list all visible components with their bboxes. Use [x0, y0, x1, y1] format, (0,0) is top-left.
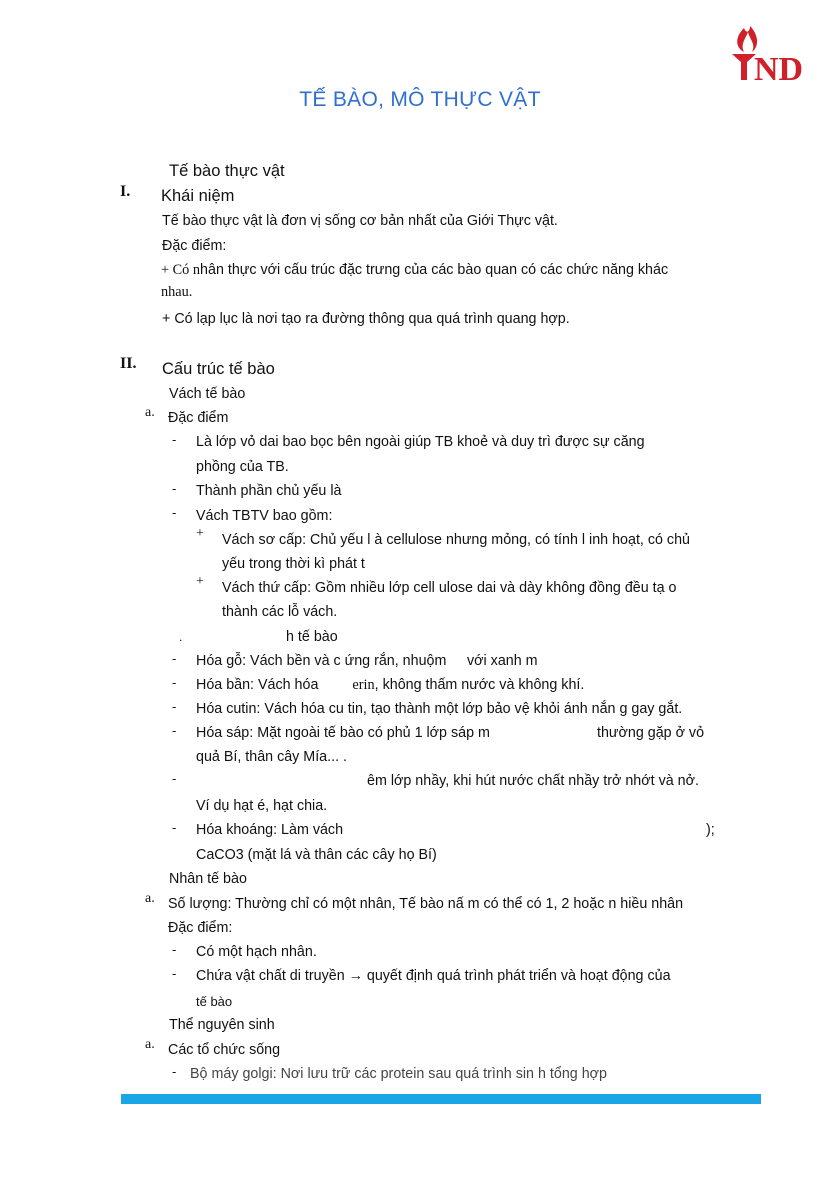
text-line: yếu trong thời kì phát t [222, 556, 365, 572]
section-heading: Tế bào thực vật [169, 162, 285, 180]
page-title: TẾ BÀO, MÔ THỰC VẬT [299, 88, 541, 111]
text-line: CaCO3 (mặt lá và thân các cây họ Bí) [196, 847, 437, 863]
text-line: + Có lạp lục là nơi tạo ra đường thông qua quá trình quang hợp. [162, 311, 570, 327]
text-line: Vách TBTV bao gồm: [196, 508, 333, 524]
text-line: Bộ máy golgi: Nơi lưu trữ các protein sau quá trình sin h tổng hợp [190, 1066, 607, 1082]
dash-marker: - [172, 820, 177, 835]
text-fragment: Hóa bần: Vách hóa [196, 677, 319, 693]
text-line [196, 676, 584, 694]
text-fragment: + Có n [161, 262, 201, 278]
dot-marker: . [179, 630, 183, 644]
dash-marker: - [172, 723, 177, 738]
subsection-heading: Nhân tế bào [169, 871, 247, 887]
text-line: phồng của TB. [196, 459, 289, 475]
dash-marker: - [172, 481, 177, 496]
dash-marker: - [172, 942, 177, 957]
logo-text: ND [754, 51, 804, 88]
text-line: Hóa gỗ: Vách bền và c ứng rắn, nhuộm [196, 653, 447, 669]
list-marker: a. [145, 405, 155, 420]
text-line: Đặc điểm: [168, 920, 233, 936]
subsection-heading: Vách tế bào [169, 386, 246, 402]
section-heading: Cấu trúc tế bào [162, 360, 275, 378]
roman-numeral: I. [120, 183, 131, 200]
text-fragment: , không thấm nước và không khí. [374, 677, 585, 693]
text-line: h tế bào [286, 629, 338, 645]
dash-marker: - [172, 966, 177, 981]
subsection-heading: Thể nguyên sinh [169, 1017, 275, 1033]
text-line: thành các lỗ vách. [222, 604, 338, 620]
text-line: ); [706, 822, 715, 838]
text-line: êm lớp nhầy, khi hút nước chất nhầy trở nhớt và nở. [367, 773, 699, 789]
text-line: Hóa cutin: Vách hóa cu tin, tạo thành một lớp bảo vệ khỏi ánh nắn g gay gắt. [196, 701, 683, 717]
text-line: Số lượng: Thường chỉ có một nhân, Tế bào nấ m có thể có 1, 2 hoặc n hiều nhân [168, 896, 684, 912]
list-marker: a. [145, 1037, 155, 1052]
dash-marker: - [172, 432, 177, 447]
text-line: Đặc điểm [168, 410, 229, 426]
text-line [161, 261, 668, 279]
text-line: Đặc điểm: [162, 238, 227, 254]
text-line: quả Bí, thân cây Mía... . [196, 749, 347, 765]
roman-numeral: II. [120, 355, 137, 372]
text-line: Vách thứ cấp: Gồm nhiều lớp cell ulose dai và dày không đồng đều tạ o [222, 580, 677, 596]
text-fragment: hân thực với cấu trúc đặc trưng của các bào quan có các chức năng khác [200, 262, 669, 278]
text-line: Vách sơ cấp: Chủ yếu l à cellulose nhưng mỏng, có tính l inh hoạt, có chủ [222, 532, 690, 548]
logo-torch-icon [728, 22, 820, 88]
text-line: tế bào [196, 994, 233, 1009]
text-fragment: erin [352, 677, 375, 693]
footer-divider [121, 1094, 761, 1104]
dash-marker: - [172, 1064, 177, 1079]
section-heading: Khái niệm [161, 187, 235, 205]
dash-marker: - [172, 699, 177, 714]
text-line: Tế bào thực vật là đơn vị sống cơ bản nhất của Giới Thực vật. [162, 213, 558, 229]
text-line: Hóa khoáng: Làm vách [196, 822, 344, 838]
plus-marker: + [196, 574, 204, 589]
text-line: với xanh m [467, 653, 538, 669]
text-line: Thành phần chủ yếu là [196, 483, 342, 499]
text-line: Ví dụ hạt é, hạt chia. [196, 798, 328, 814]
text-line: Là lớp vỏ dai bao bọc bên ngoài giúp TB khoẻ và duy trì được sự căng [196, 434, 645, 450]
list-marker: a. [145, 891, 155, 906]
dash-marker: - [172, 505, 177, 520]
dash-marker: - [172, 771, 177, 786]
dash-marker: - [172, 651, 177, 666]
text-line: Các tổ chức sống [168, 1042, 281, 1058]
plus-marker: + [196, 526, 204, 541]
text-line: Hóa sáp: Mặt ngoài tế bào có phủ 1 lớp sáp m [196, 725, 490, 741]
dash-marker: - [172, 675, 177, 690]
text-line: nhau. [161, 284, 193, 300]
text-line: thường gặp ở vỏ [597, 725, 705, 741]
text-line: Có một hạch nhân. [196, 944, 317, 960]
text-line: Chứa vật chất di truyền → quyết định quá trình phát triển và hoạt động của [196, 968, 671, 984]
